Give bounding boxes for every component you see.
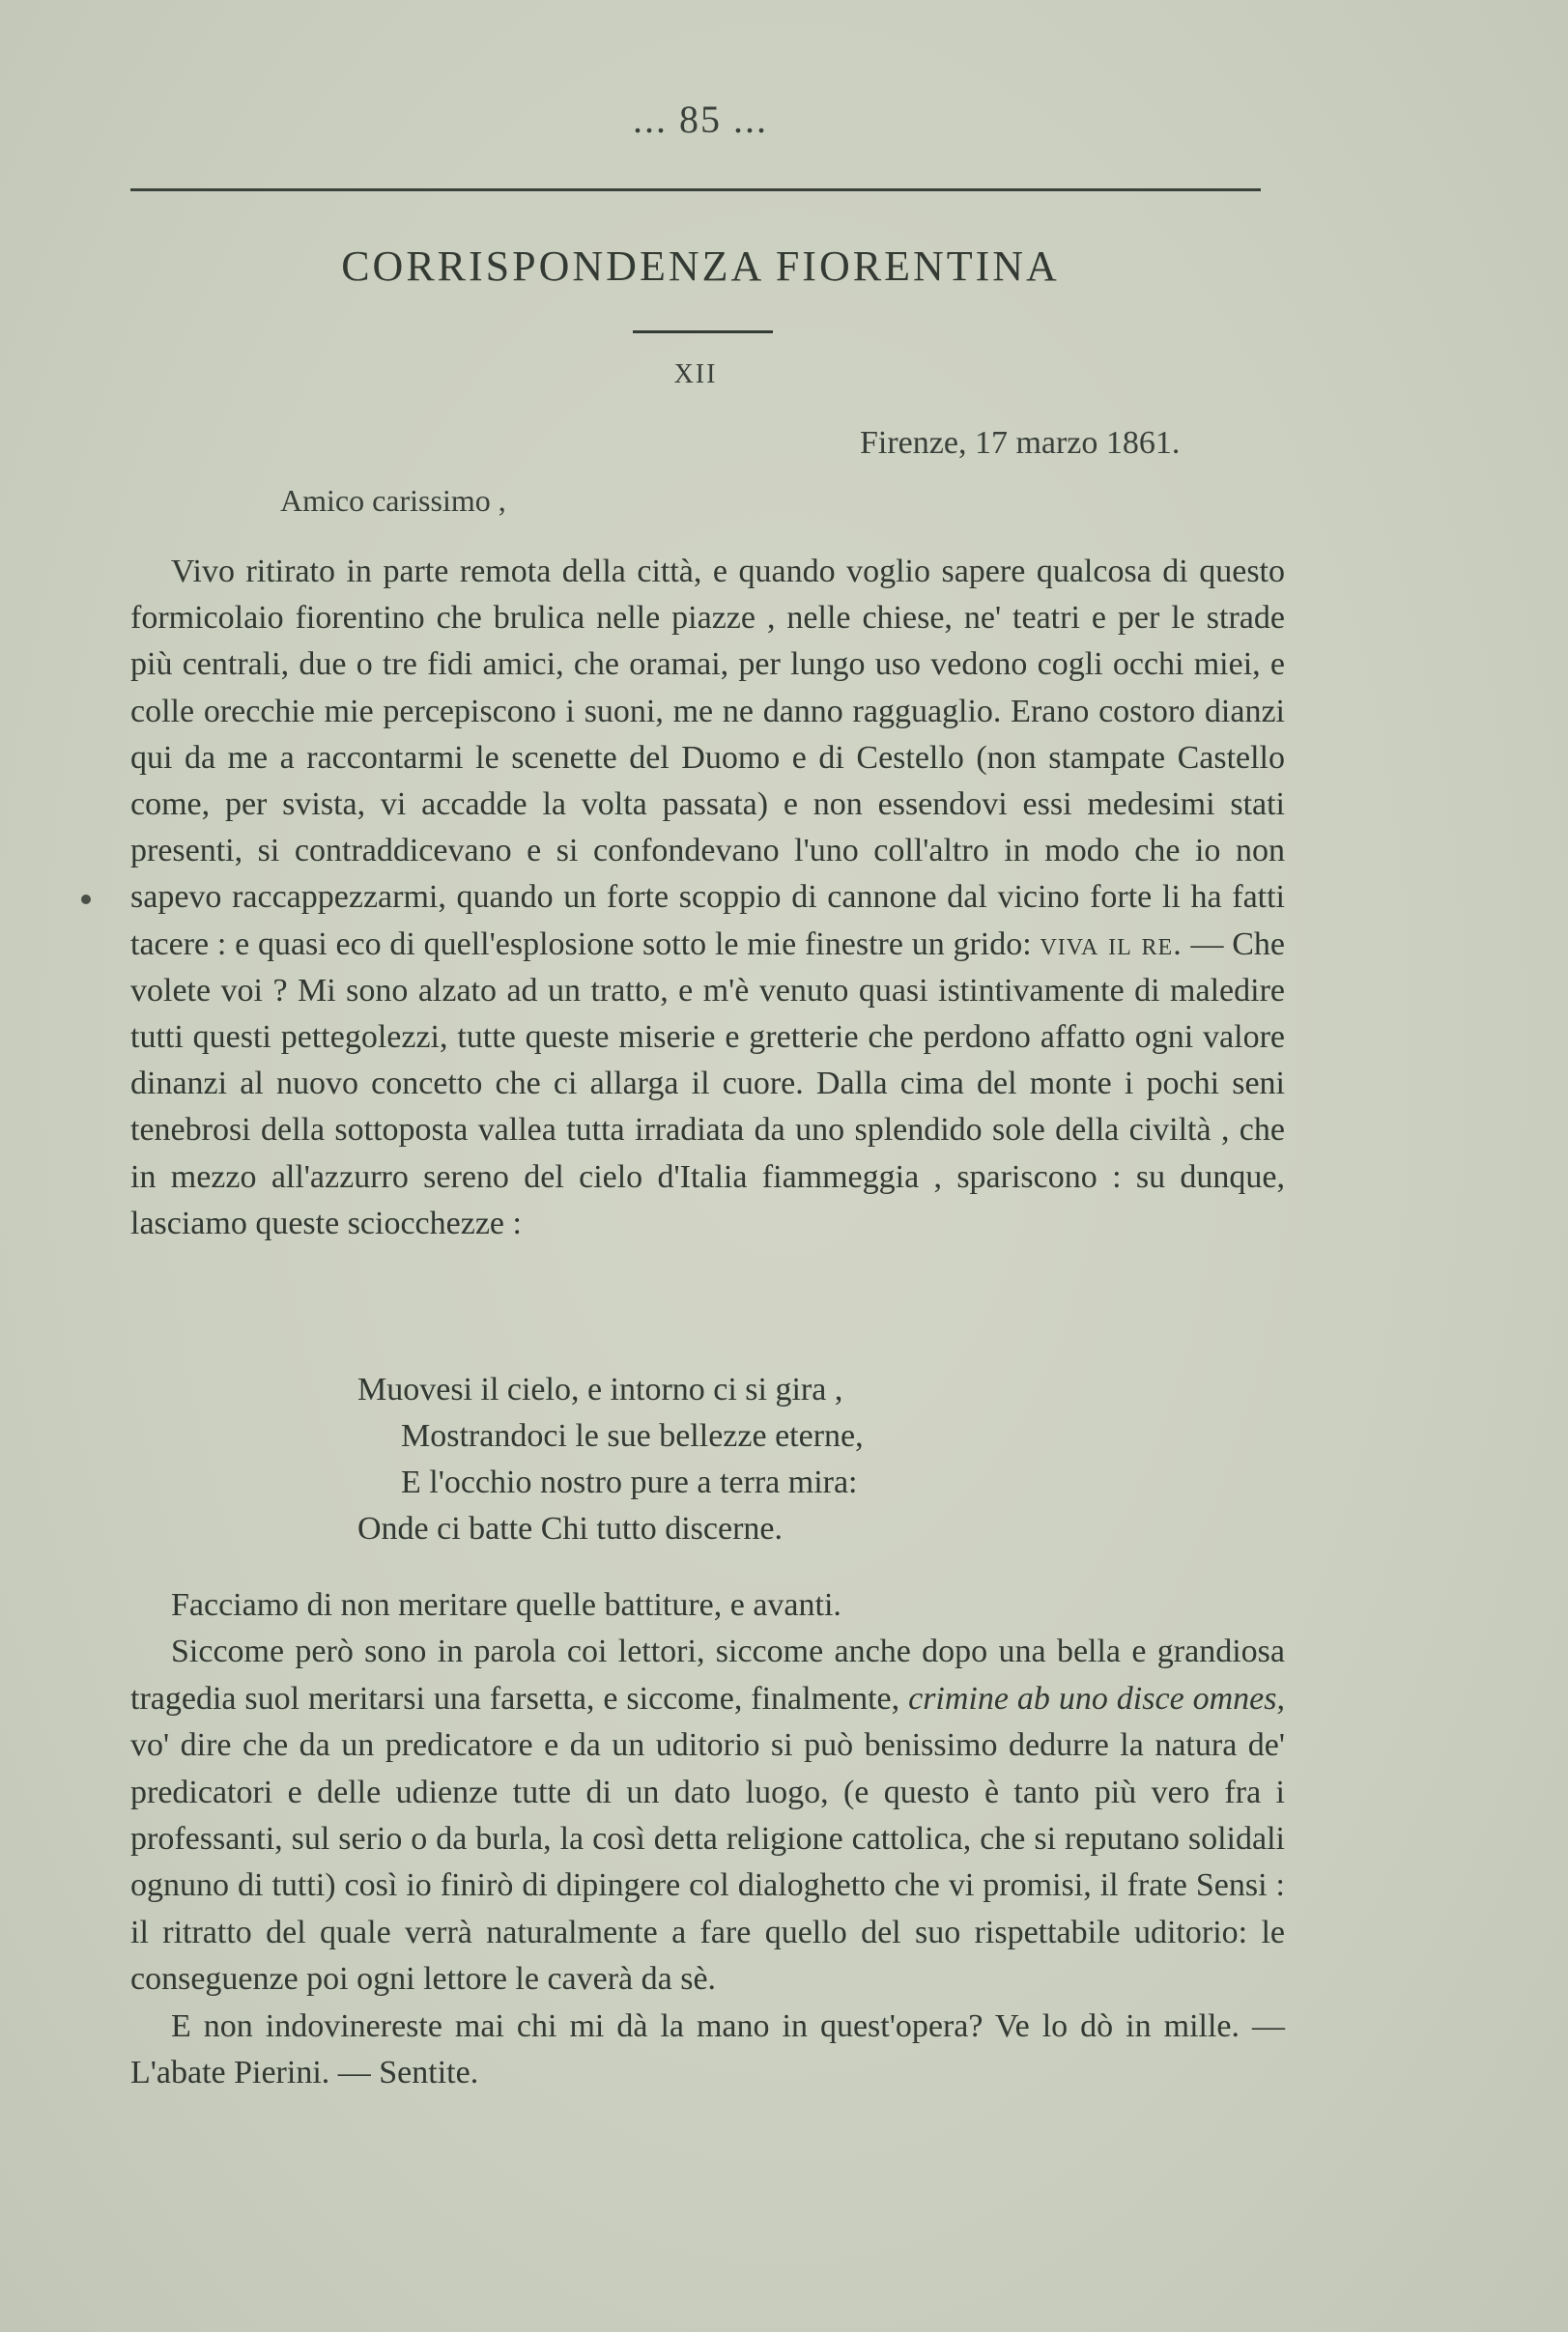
ink-dot-mark (81, 895, 91, 904)
paragraph-3-after: vo' dire che da un predicatore e da un uditorio si può benissimo dedurre la natura de' predicatori e delle udienze tutte di un dato luogo, (e questo è tanto più vero fra i professanti, sul serio o da burla, la così detta religione cattolica, che si reputano solidali ognuno di tutti) così io finirò di dipingere col dialoghetto che vi promisi, il frate Sensi : il ritratto del quale verrà naturalmente a fare quello del suo rispettabile uditorio: le conseguenze poi ogni lettore le caverà da sè. (130, 1727, 1285, 1998)
shout-text: viva il re. (1040, 925, 1183, 962)
body-text-lower (130, 1582, 1285, 2096)
paragraph-1-after: — Che volete voi ? Mi sono alzato ad un tratto, e m'è venuto quasi istintivamente di maledire tutti questi pettegolezzi, tutte queste miserie e gretterie che perdono affatto ogni valore dinanzi al nuovo concetto che ci allarga il cuore. Dalla cima del monte i pochi seni tenebrosi della sottoposta vallea tutta irradiata da uno splendido sole della civiltà , che in mezzo all'azzurro sereno del cielo d'Italia fiammeggia , spariscono : su dunque, lasciamo queste sciocchezze : (130, 925, 1286, 1241)
paragraph-1-before: Vivo ritirato in parte remota della città, e quando voglio sapere qualcosa di questo formicolaio fiorentino che brulica nelle piazze , nelle chiese, ne' teatri e per le strade più centrali, due o tre fidi amici, che oramai, per lungo uso vedono cogli occhi miei, e colle orecchie mie percepiscono i suoni, me ne danno ragguaglio. Erano costoro dianzi qui da me a raccontarmi le scenette del Duomo e di Cestello (non stampate Castello come, per svista, vi accadde la volta passata) e non essendovi essi medesimi stati presenti, si contraddicevano e si confondevano l'uno coll'altro in modo che io non sapevo raccappezzarmi, quando un forte scoppio di cannone dal vicino forte li ha fatti tacere : e quasi eco di quell'esplosione sotto le mie finestre un grido: (130, 554, 1285, 962)
paragraph-4: E non indovinereste mai chi mi dà la mano in quest'opera? Ve lo dò in mille. — L'abate Pierini. — Sentite. (130, 2007, 1285, 2091)
body-text-upper (130, 549, 1285, 1247)
dateline: Firenze, 17 marzo 1861. (860, 425, 1181, 461)
verse-line: Onde ci batte Chi tutto discerne. (357, 1511, 783, 1547)
paragraph-1 (130, 549, 1285, 1247)
article-title: CORRISPONDENZA FIORENTINA (341, 242, 1060, 290)
latin-phrase: crimine ab uno disce omnes, (908, 1680, 1285, 1717)
verse-line: E l'occhio nostro pure a terra mira: (401, 1465, 858, 1500)
verse-line: Mostrandoci le sue bellezze eterne, (401, 1418, 864, 1454)
section-number: XII (673, 359, 718, 389)
page-number: ... 85 ... (633, 98, 768, 141)
paragraph-3-before: Siccome però sono in parola coi lettori, siccome anche dopo una bella e grandiosa tragedia suol meritarsi una farsetta, e siccome, finalmente, (130, 1634, 1285, 1717)
title-rule (633, 330, 773, 333)
paragraph-2: Facciamo di non meritare quelle battiture, e avanti. (171, 1587, 841, 1623)
salutation: Amico carissimo , (280, 483, 506, 518)
paragraph-3 (130, 1629, 1285, 2003)
header-rule (130, 188, 1261, 191)
verse-line: Muovesi il cielo, e intorno ci si gira , (357, 1372, 843, 1408)
verse-quote (357, 1367, 864, 1552)
